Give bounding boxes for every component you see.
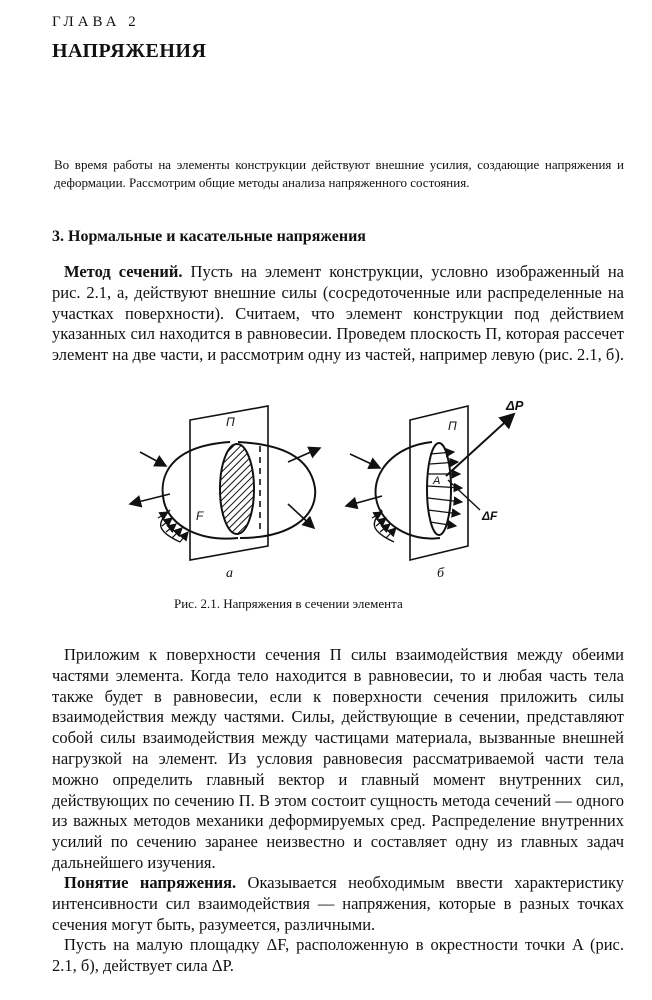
section-label-a: F [196, 509, 204, 523]
chapter-title: НАПРЯЖЕНИЯ [52, 40, 207, 62]
section-title: 3. Нормальные и касательные напряжения [52, 228, 366, 245]
paragraph-small-area [52, 935, 624, 977]
force-arrow [350, 454, 380, 468]
figure-label-a: а [226, 566, 233, 581]
delta-f-line [448, 480, 480, 510]
paragraph-method-of-sections [52, 262, 624, 366]
force-arrow [140, 452, 166, 466]
paragraph-body: Приложим к поверхности сечения П силы взаимодействия между обеими частями элемента. Когда тело находится в равновесии, то и любая часть тела также будет в равновесии, если к поверхности сечения приложить силы взаимодействия между частями. Силы, действующие в сечении, представляют собой силы взаимодействия между частицами материала, вызванные внешней нагрузкой на элемент. Из условия равновесия рассматриваемой части тела можно определить главный вектор и главный момент внутренних сил, действующих по сечению П. В этом состоит сущность метода сечений — одного из важных методов механики деформируемых сред. Распределение внутренних усилий по сечению заранее неизвестно и составляет одну из главных задач дальнейшего изучения. [52, 645, 624, 872]
plane-label-a: П [226, 415, 235, 429]
paragraph-stress-concept [52, 873, 624, 935]
chapter-heading: ГЛАВА 2 [52, 14, 140, 30]
figure-b-drawing [346, 398, 524, 560]
section-b [427, 443, 451, 535]
figure-2-1 [110, 392, 530, 592]
area-label: ΔF [482, 509, 498, 523]
figure-caption: Рис. 2.1. Напряжения в сечении элемента [174, 596, 403, 611]
force-arrow [288, 504, 314, 528]
paragraph-lead: Понятие напряжения. [64, 873, 237, 892]
intro-paragraph: Во время работы на элементы конструкции действуют внешние усилия, создающие напряжения и деформации. Рассмотрим общие методы анализа напряженного состояния. [54, 157, 624, 190]
paragraph-lead: Метод сечений. [64, 262, 183, 281]
figure-label-b: б [437, 566, 445, 581]
hatched-section-a [220, 444, 254, 534]
figure-a-drawing [130, 406, 320, 560]
plane-label-b: П [448, 419, 457, 433]
paragraph-body: Пусть на элемент конструкции, условно изображенный на рис. 2.1, а, действуют внешние силы (сосредоточенные или распределенные на участках поверхности). Считаем, что элемент конструкции под действием указанных сил находится в равновесии. Проведем плоскость П, которая рассечет элемент на две части, и рассмотрим одну из частей, например левую (рис. 2.1, б). [52, 262, 624, 365]
point-label: A [433, 475, 441, 487]
paragraph-body: Пусть на малую площадку ΔF, расположенную в окрестности точки A (рис. 2.1, б), действует сила ΔP. [52, 935, 624, 975]
paragraph-body: Оказывается необходимым ввести характеристику интенсивности сил взаимодействия — напряжения, которые в разных точках сечения могут быть, разумеется, различными. [52, 873, 624, 934]
paragraph-section-forces [52, 645, 624, 874]
force-label: ΔP [506, 398, 524, 413]
